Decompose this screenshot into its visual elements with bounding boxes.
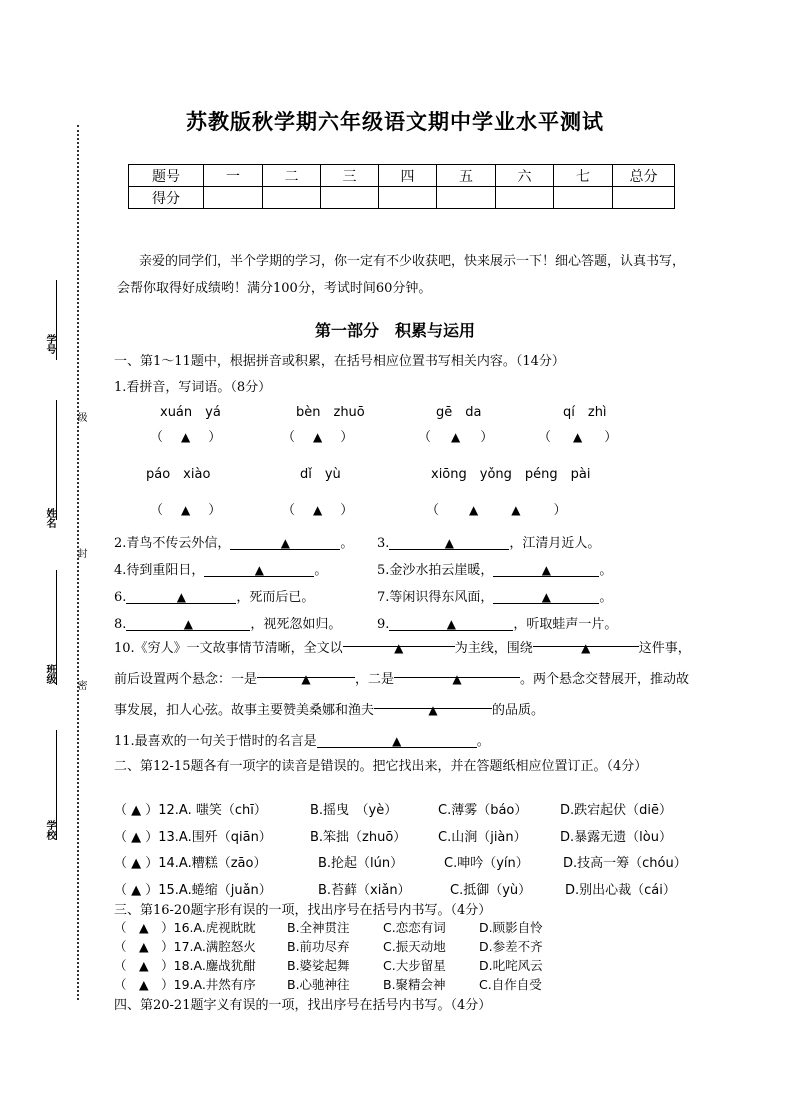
question-14: （ ▲ ）14.A.糟糕（zāo） — [114, 856, 267, 871]
score-input-cell[interactable] — [204, 187, 263, 209]
table-cell: 五 — [437, 165, 496, 187]
answer-blank[interactable]: ▲ — [533, 633, 639, 647]
option: C.抵御（yù） — [450, 883, 532, 898]
answer-blank[interactable]: ▲ — [204, 563, 314, 577]
pinyin: xiōng yǒng péng pài — [431, 467, 591, 482]
score-input-cell[interactable] — [496, 187, 554, 209]
question-17: （ ▲ ）17.A.满腔怒火 — [114, 939, 256, 954]
answer-bracket[interactable]: （ ▲ ） — [282, 430, 354, 445]
question-5: 5.金沙水拍云崖暖， ▲ 。 — [377, 563, 613, 578]
pinyin: gē da — [436, 405, 482, 420]
table-row — [129, 187, 675, 209]
answer-blank[interactable]: ▲ — [389, 536, 509, 550]
question-7: 7.等闲识得东风面， ▲ 。 — [377, 590, 613, 605]
side-fill-line — [56, 730, 57, 840]
answer-bracket[interactable]: （ ▲ ） — [282, 503, 354, 518]
option: C.振天动地 — [383, 939, 446, 954]
option: C.山涧（jiàn） — [438, 830, 527, 845]
answer-blank[interactable]: ▲ — [374, 695, 492, 709]
option: B.抡起（lún） — [318, 856, 404, 871]
option: C.自作自受 — [479, 977, 542, 992]
answer-bracket[interactable]: （ ▲ ） — [150, 503, 222, 518]
answer-blank[interactable]: ▲ — [493, 563, 599, 577]
side-fill-line — [56, 570, 57, 685]
binding-dotted-line — [77, 125, 79, 1000]
question-6: 6. ▲ ，死而后已。 — [114, 590, 315, 605]
answer-bracket[interactable]: （ ▲ ） — [150, 430, 222, 445]
option: D.跌宕起伏（diē） — [560, 803, 673, 818]
score-input-cell[interactable] — [321, 187, 379, 209]
option: B.心驰神往 — [287, 977, 350, 992]
question-1: 1.看拼音，写词语。（8分） — [114, 380, 272, 395]
option: B.笨拙（zhuō） — [310, 830, 407, 845]
side-char: 密 — [75, 680, 86, 690]
section-heading: 四、第20-21题字义有误的一项，找出序号在括号内书写。（4分） — [114, 998, 492, 1013]
option: D.叱咤风云 — [479, 958, 543, 973]
answer-blank[interactable]: ▲ — [394, 664, 520, 678]
section-heading: 二、第12-15题各有一项字的读音是错误的。把它找出来，并在答题纸相应位置订正。（4分） — [114, 759, 648, 774]
question-2: 2.青鸟不传云外信， ▲ 。 — [114, 536, 354, 551]
option: B.全神贯注 — [287, 920, 350, 935]
side-label-school: 学校 — [44, 820, 55, 840]
page-title: 苏教版秋学期六年级语文期中学业水平测试 — [186, 109, 604, 134]
option: C.恋恋有词 — [383, 920, 446, 935]
option: B.前功尽弃 — [287, 939, 350, 954]
answer-bracket-long[interactable]: （ ▲ ▲ ） — [426, 503, 567, 518]
question-16: （ ▲ ）16.A.虎视眈眈 — [114, 920, 256, 935]
side-fill-line — [56, 400, 57, 520]
answer-bracket[interactable]: （ ▲ ） — [538, 430, 618, 445]
option: B.聚精会神 — [383, 977, 446, 992]
table-cell: 一 — [204, 165, 263, 187]
side-label-student-id: 学号 — [44, 334, 55, 354]
table-cell: 总分 — [613, 165, 675, 187]
side-label-class: 班级 — [44, 664, 55, 684]
question-3: 3. ▲ ，江清月近人。 — [377, 536, 601, 551]
option: D.技高一筹（chóu） — [563, 856, 687, 871]
option: D.别出心裁（cái） — [565, 883, 676, 898]
option: D.暴露无遗（lòu） — [560, 830, 672, 845]
pinyin: páo xiào — [146, 467, 211, 482]
table-cell: 六 — [496, 165, 554, 187]
question-19: （ ▲ ）19.A.井然有序 — [114, 977, 256, 992]
section-heading: 三、第16-20题字形有误的一项，找出序号在括号内书写。（4分） — [114, 903, 492, 918]
option: B.摇曳 （yè） — [310, 803, 398, 818]
section-heading: 一、第1～11题中，根据拼音或积累，在括号相应位置书写相关内容。（14分） — [114, 354, 565, 369]
answer-blank[interactable]: ▲ — [126, 617, 250, 631]
score-input-cell[interactable] — [613, 187, 675, 209]
answer-blank[interactable]: ▲ — [493, 590, 599, 604]
option: D.顾影自怜 — [479, 920, 543, 935]
pinyin: qí zhì — [563, 405, 607, 420]
answer-blank[interactable]: ▲ — [317, 734, 477, 748]
answer-blank[interactable]: ▲ — [257, 664, 355, 678]
pinyin: bèn zhuō — [296, 405, 365, 420]
score-input-cell[interactable] — [379, 187, 437, 209]
score-table — [128, 164, 675, 209]
answer-blank[interactable]: ▲ — [230, 536, 340, 550]
question-11: 11.最喜欢的一句关于惜时的名言是 ▲ 。 — [114, 734, 490, 749]
question-10: 10.《穷人》一文故事情节清晰，全文以 ▲ 为主线，围绕 ▲ 这件事，前后设置两个悬念：一是 ▲ ，二是 ▲ 。两个悬念交替展开，推动故事发展，扣人心弦。故事主要赞美桑娜和渔夫 ▲ 的品质。 — [114, 633, 694, 726]
question-15: （ ▲ ）15.A.蜷缩（juǎn） — [114, 883, 272, 898]
pinyin: dǐ yù — [300, 467, 341, 482]
question-9: 9. ▲ ，听取蛙声一片。 — [377, 617, 618, 632]
side-char: 级 — [75, 412, 86, 422]
option: D.参差不齐 — [479, 939, 543, 954]
table-cell: 题号 — [129, 165, 204, 187]
score-input-cell[interactable] — [554, 187, 613, 209]
score-input-cell[interactable] — [437, 187, 496, 209]
answer-blank[interactable]: ▲ — [389, 617, 513, 631]
question-12: （ ▲ ）12.A. 嗤笑（chī） — [114, 803, 267, 818]
answer-blank[interactable]: ▲ — [343, 633, 455, 647]
table-cell: 七 — [554, 165, 613, 187]
answer-bracket[interactable]: （ ▲ ） — [418, 430, 494, 445]
option: C.大步留星 — [383, 958, 446, 973]
option: C.呻吟（yín） — [444, 856, 529, 871]
table-cell: 四 — [379, 165, 437, 187]
pinyin: xuán yá — [160, 405, 221, 420]
question-4: 4.待到重阳日， ▲ 。 — [114, 563, 328, 578]
question-18: （ ▲ ）18.A.鏖战犹酣 — [114, 958, 256, 973]
side-label-name: 姓名 — [44, 508, 55, 528]
score-input-cell[interactable] — [263, 187, 321, 209]
question-8: 8. ▲ ，视死忽如归。 — [114, 617, 342, 632]
table-row — [129, 165, 675, 187]
option: B.苔藓（xiǎn） — [318, 883, 411, 898]
question-13: （ ▲ ）13.A.围歼（qiān） — [114, 830, 272, 845]
table-cell: 三 — [321, 165, 379, 187]
part-title: 第一部分 积累与运用 — [314, 321, 475, 340]
answer-blank[interactable]: ▲ — [126, 590, 236, 604]
table-cell: 得分 — [129, 187, 204, 209]
intro-paragraph: 亲爱的同学们，半个学期的学习，你一定有不少收获吧，快来展示一下！细心答题，认真书写，会帮你取得好成绩哟！满分100分，考试时间60分钟。 — [117, 254, 686, 296]
side-char: 封 — [75, 548, 86, 558]
option: B.婆娑起舞 — [287, 958, 350, 973]
option: C.薄雾（báo） — [438, 803, 528, 818]
table-cell: 二 — [263, 165, 321, 187]
